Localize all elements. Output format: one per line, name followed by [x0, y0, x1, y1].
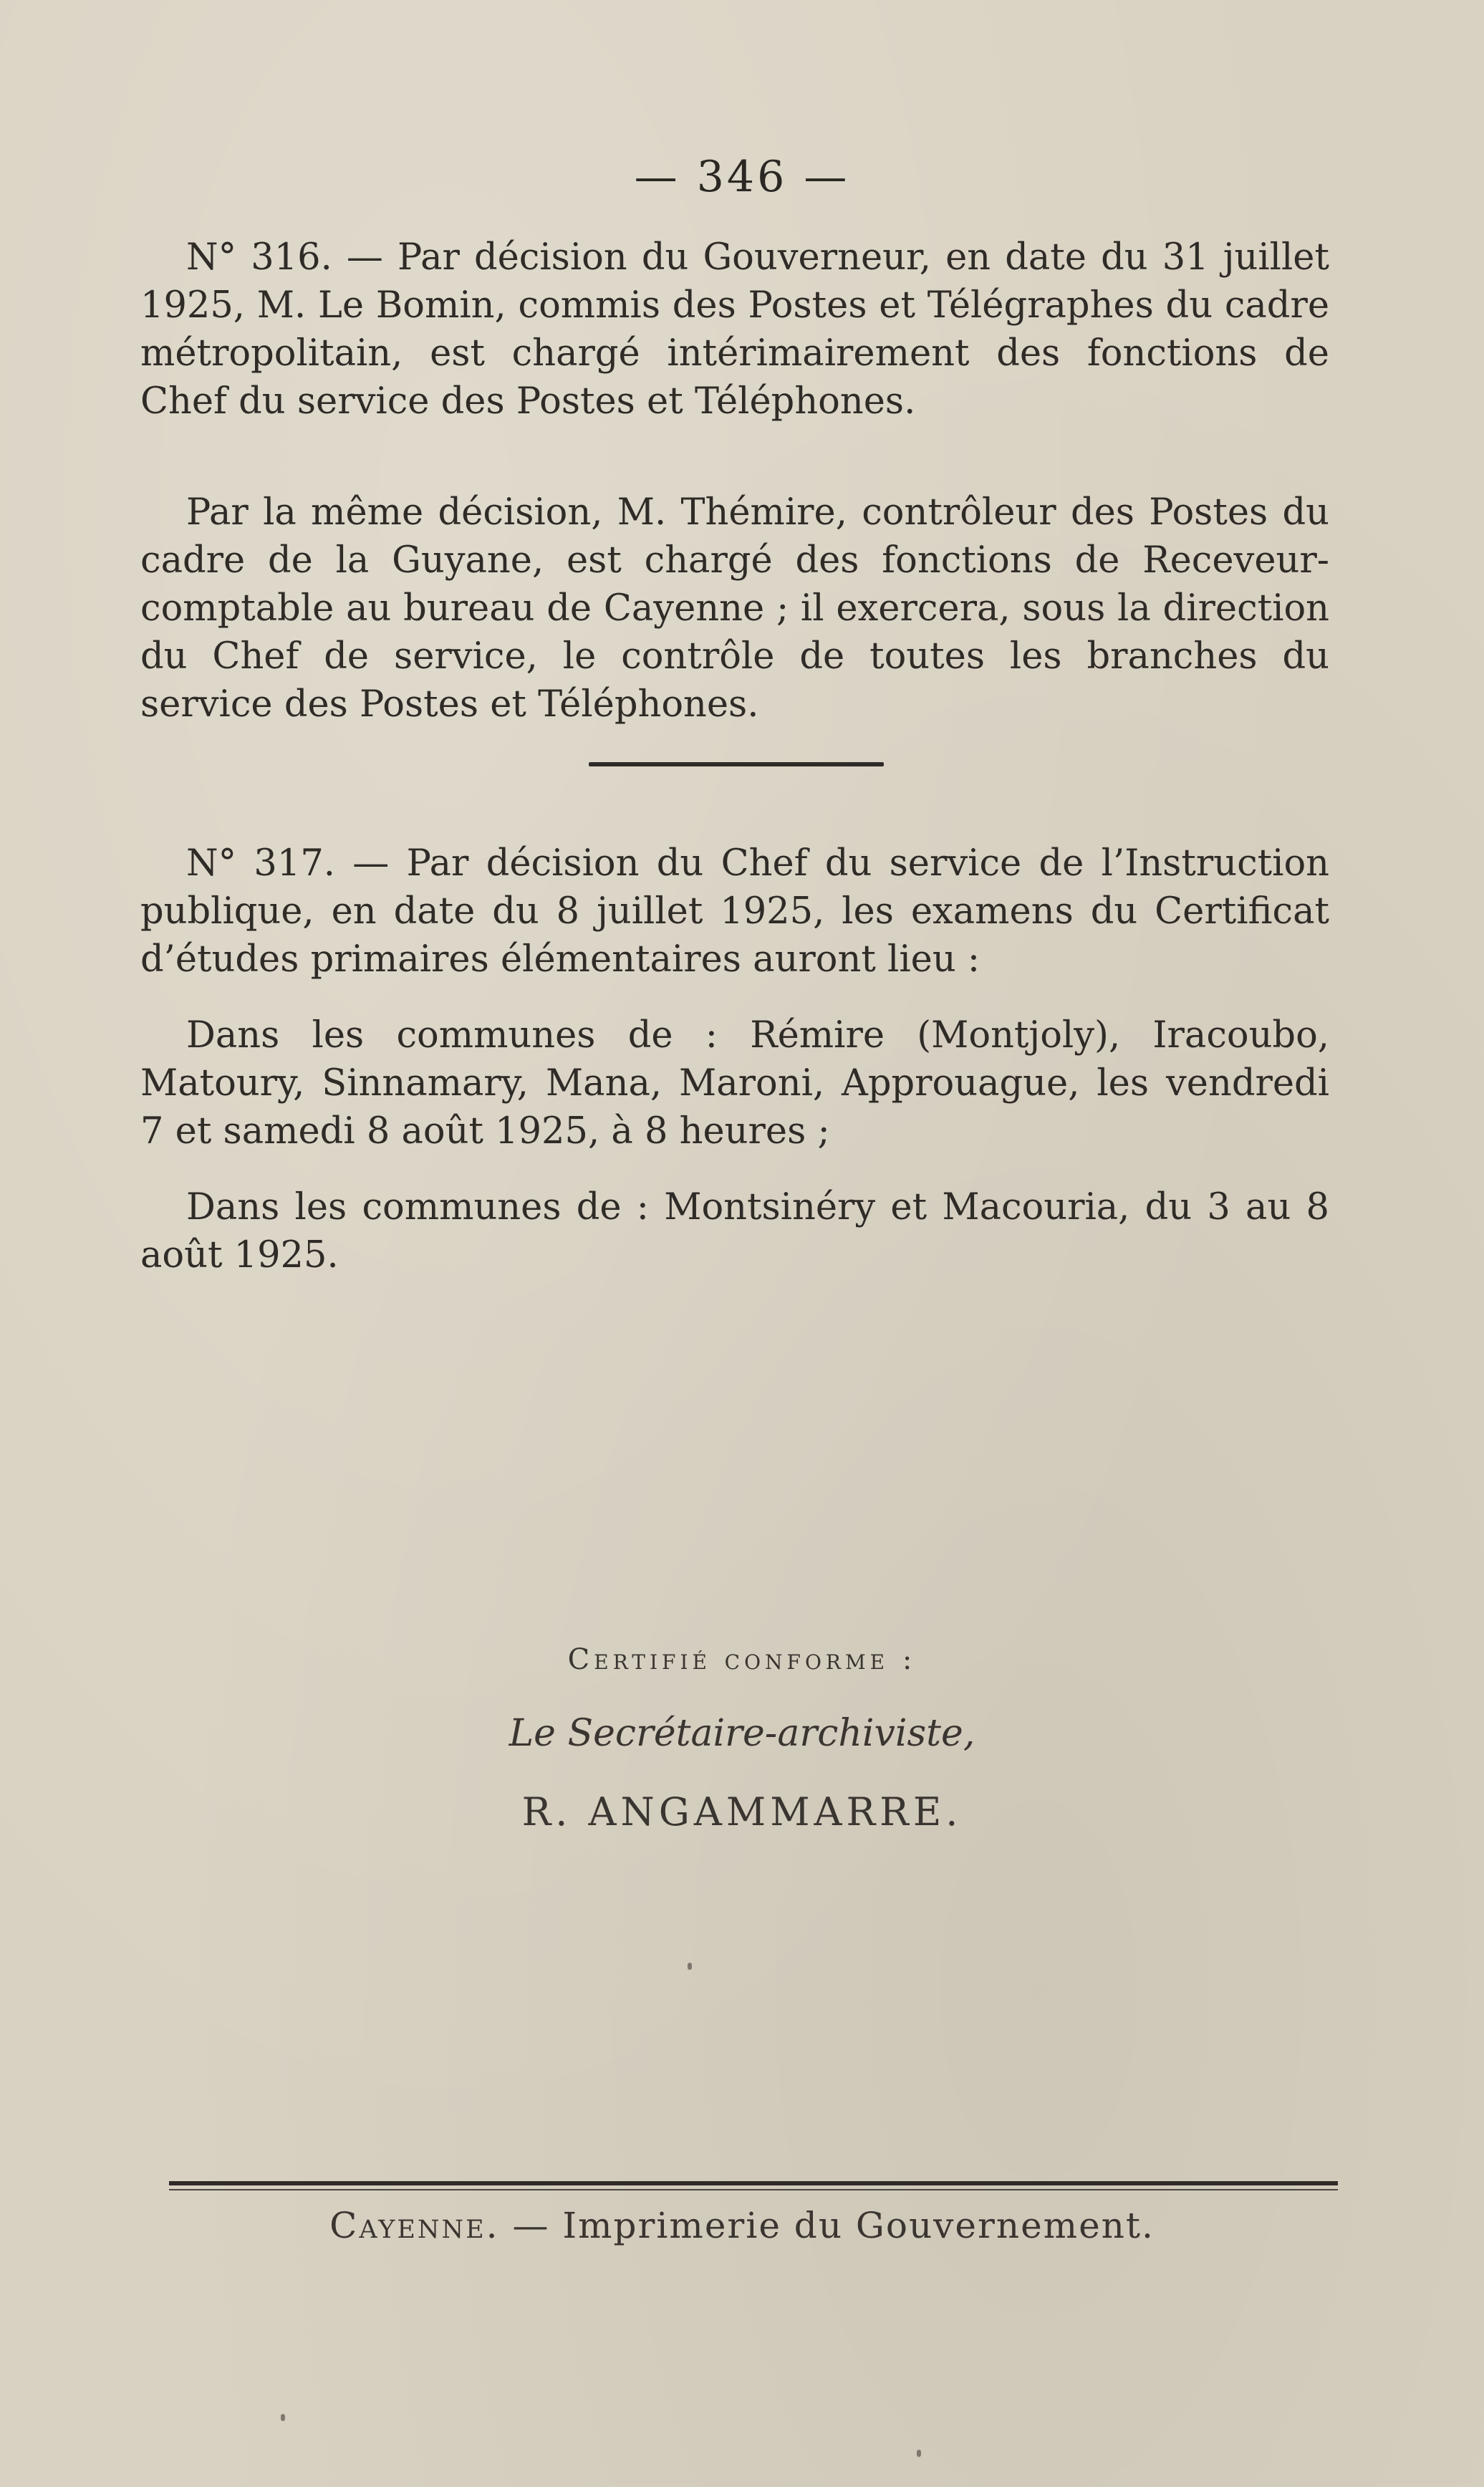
paper-speck: [688, 1963, 692, 1970]
footer-rule: [169, 2181, 1338, 2185]
decision-316-addendum: [140, 489, 1329, 728]
printer-city: Cayenne.: [329, 2205, 500, 2246]
decision-316-paragraph-1: N° 316. — Par décision du Gouverneur, en date du 31 juillet 1925, M. Le Bomin, commis des Postes et Télégraphes du cadre métropolitain, est chargé intérimairement des fonctions de Chef du service des Postes et Téléphones.: [140, 236, 1329, 423]
decision-317-paragraph-1: N° 317. — Par décision du Chef du service de l’Instruction publique, en date du 8 juillet 1925, les examens du Certificat d’études primaires élémentaires auront lieu :: [140, 842, 1329, 981]
certification-label: Certifié conforme :: [567, 1643, 917, 1676]
decision-317-paragraph-3: Dans les communes de : Montsinéry et Macouria, du 3 au 8 août 1925.: [140, 1186, 1329, 1276]
certification-signatory: R. ANGAMMARRE.: [521, 1789, 963, 1834]
page-number: — 346 —: [634, 152, 850, 202]
paper-speck: [281, 2414, 285, 2421]
printer-imprint: [0, 2205, 1484, 2246]
decision-317-communes-2: [140, 1183, 1329, 1279]
decision-317-paragraph-2: Dans les communes de : Rémire (Montjoly), Iracoubo, Matoury, Sinnamary, Mana, Maroni, Approuague, les vendredi 7 et samedi 8 août 1925, à 8 heures ;: [140, 1014, 1329, 1153]
decision-317-communes-1: [140, 1011, 1329, 1155]
section-separator: [589, 762, 884, 766]
decision-316: [140, 234, 1329, 425]
paper-speck: [917, 2450, 921, 2457]
certification-title: Le Secrétaire-archiviste,: [509, 1712, 975, 1755]
decision-316-paragraph-2: Par la même décision, M. Thémire, contrôleur des Postes du cadre de la Guyane, est chargé des fonctions de Receveur-comptable au bureau de Cayenne ; il exercera, sous la direction du Chef de service, le contrôle de toutes les branches du service des Postes et Téléphones.: [140, 491, 1329, 726]
footer-rule-thin: [169, 2189, 1338, 2190]
printer-name: — Imprimerie du Gouvernement.: [499, 2205, 1155, 2246]
decision-317: [140, 840, 1329, 983]
